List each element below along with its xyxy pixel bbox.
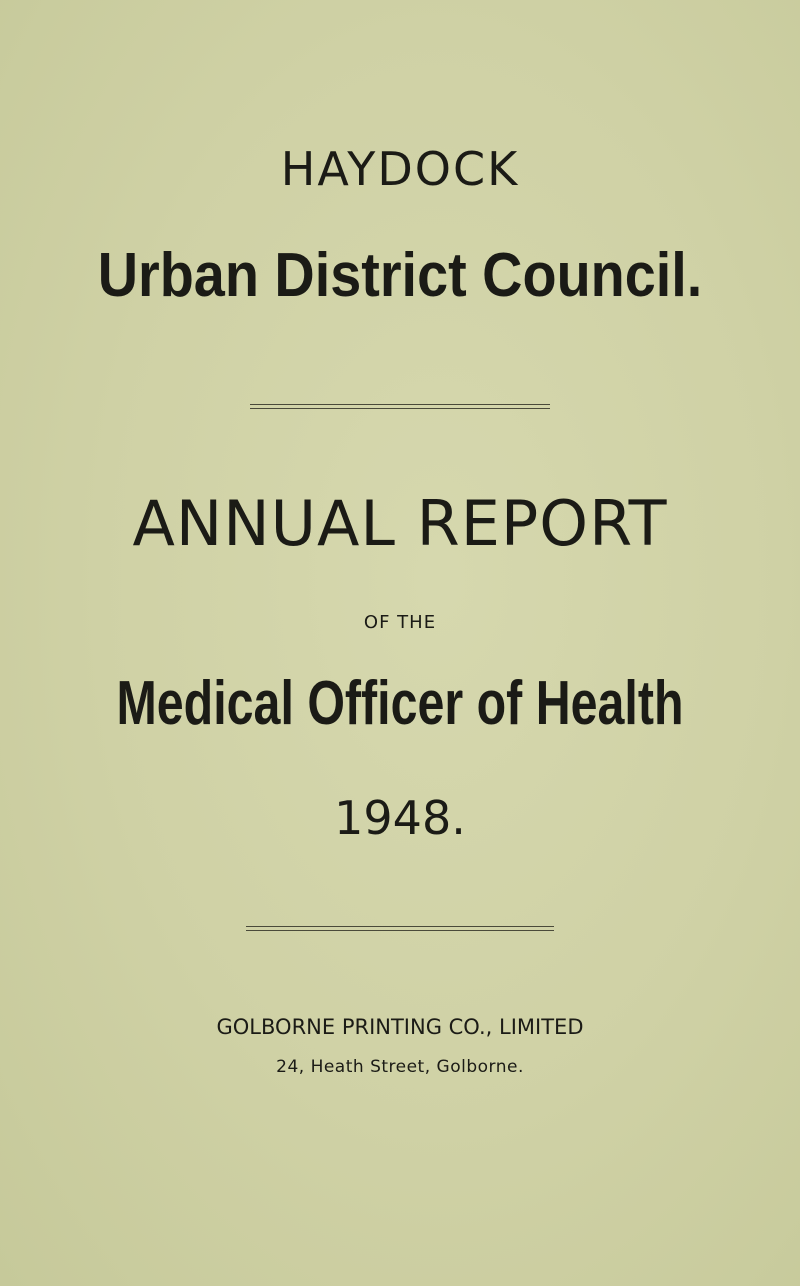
report-year: 1948.	[334, 791, 466, 845]
connector-text: OF THE	[363, 612, 437, 633]
printer-address: 24, Heath Street, Golborne.	[276, 1057, 524, 1077]
place-heading: HAYDOCK	[280, 142, 520, 196]
officer-title: Medical Officer of Health	[116, 669, 684, 738]
council-heading: Urban District Council.	[97, 241, 703, 310]
report-title: ANNUAL REPORT	[132, 487, 668, 560]
printer-name: GOLBORNE PRINTING CO., LIMITED	[216, 1015, 584, 1039]
